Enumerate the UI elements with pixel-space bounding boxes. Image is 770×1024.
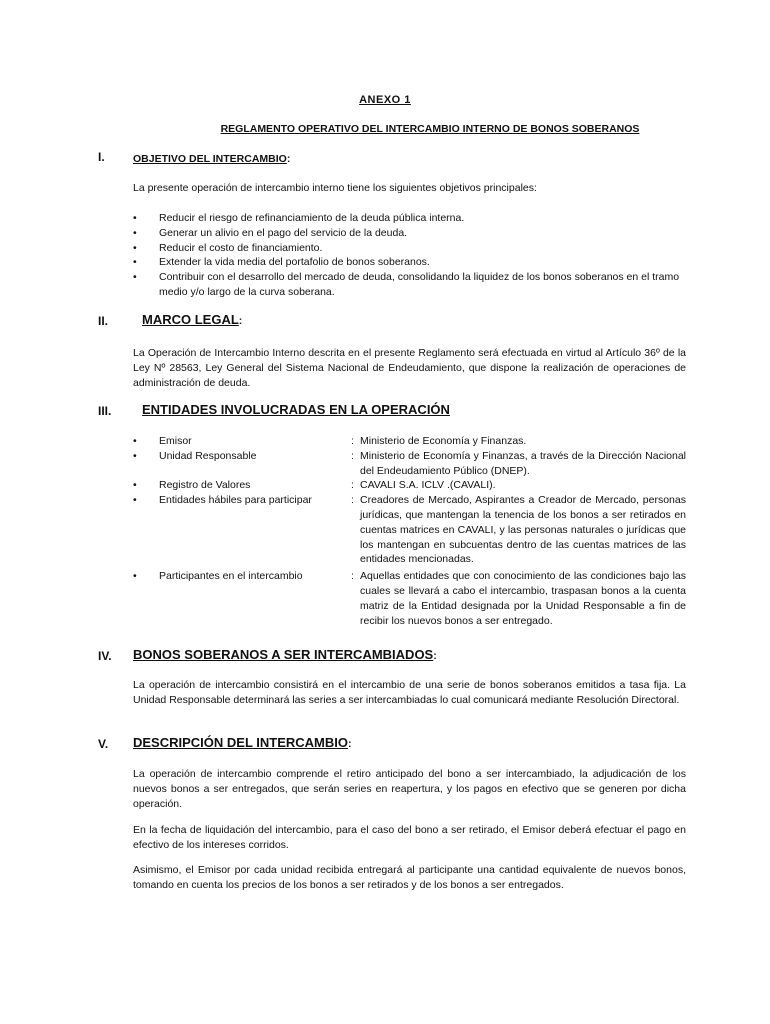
entity-row	[133, 493, 686, 567]
section-5-paragraph: En la fecha de liquidación del intercambio, para el caso del bono a ser retirado, el Emisor deberá efectuar el pago en efectivo de los intereses corridos.	[133, 824, 686, 851]
section-4-title	[133, 648, 437, 664]
objective-item: • Reducir el costo de financiamiento.	[133, 241, 686, 256]
objective-item: • Reducir el riesgo de refinanciamiento de la deuda pública interna.	[133, 211, 686, 226]
section-2-number: II.	[98, 314, 109, 328]
section-1-title-text: OBJETIVO DEL INTERCAMBIO	[133, 153, 287, 165]
objective-item: • Contribuir con el desarrollo del mercado de deuda, consolidando la liquidez de los bonos soberanos en el tramo medio y/o largo de la curva soberana.	[133, 270, 686, 300]
section-2-title-text: MARCO LEGAL	[142, 312, 239, 327]
bullet: •	[133, 494, 137, 507]
section-5-title	[133, 736, 352, 752]
colon: :	[351, 570, 354, 583]
section-3-title	[142, 403, 450, 418]
entity-label: Registro de Valores	[159, 479, 251, 492]
entity-row	[133, 434, 686, 449]
section-4-title-text: BONOS SOBERANOS A SER INTERCAMBIADOS	[133, 647, 434, 662]
section-3-title-text: ENTIDADES INVOLUCRADAS EN LA OPERACIÓN	[142, 402, 450, 417]
section-1-intro: La presente operación de intercambio interno tiene los siguientes objetivos principales:	[133, 182, 537, 194]
section-5-title-suffix: :	[348, 738, 352, 750]
entities-list	[133, 434, 686, 628]
colon: :	[351, 494, 354, 507]
entity-label: Unidad Responsable	[159, 449, 257, 462]
section-2-title	[142, 313, 242, 329]
bullet: •	[133, 449, 137, 462]
section-2-title-suffix: :	[238, 315, 243, 327]
section-4-number: IV.	[98, 649, 112, 663]
entity-value: CAVALI S.A. ICLV .(CAVALI).	[360, 479, 496, 492]
annex-heading: ANEXO 1	[359, 94, 411, 106]
section-1-objectives-list	[133, 211, 686, 300]
section-1-title-suffix: :	[286, 153, 291, 165]
section-5-title-text: DESCRIPCIÓN DEL INTERCAMBIO	[133, 735, 348, 750]
section-2-paragraph: La Operación de Intercambio Interno descrita en el presente Reglamento será efectuada en virtud al Artículo 36º de la Ley Nº 28563, Ley General del Sistema Nacional de Endeudamiento, que dispone la realización de operaciones de administración de deuda.	[133, 347, 686, 389]
section-5-paragraph: Asimismo, el Emisor por cada unidad recibida entregará al participante una cantidad equivalente de nuevos bonos, tomando en cuenta los precios de los bonos a ser retirados y de los bonos a ser entregados.	[133, 864, 686, 891]
entity-row	[133, 569, 686, 628]
objective-item: • Generar un alivio en el pago del servicio de la deuda.	[133, 226, 686, 241]
section-5-paragraph: La operación de intercambio comprende el retiro anticipado del bono a ser intercambiado, la adjudicación de los nuevos bonos a ser entregados, que serán series en reapertura, y los pagos en efectivo que se generen por dicha operación.	[133, 768, 686, 810]
entity-row	[133, 478, 686, 493]
bullet: •	[133, 570, 137, 583]
entity-value: Aquellas entidades que con conocimiento de las condiciones bajo las cuales se llevará a cabo el intercambio, traspasan bonos a la cuenta matriz de la Entidad designada por la Unidad Responsable a fin de recibir los nuevos bonos a ser entregado.	[360, 570, 686, 627]
entity-label: Emisor	[159, 435, 192, 447]
section-4-paragraph: La operación de intercambio consistirá en el intercambio de una serie de bonos soberanos emitidos a tasa fija. La Unidad Responsable determinará las series a ser intercambiadas lo cual comunicará mediante Resolución Directoral.	[133, 679, 686, 706]
section-1-title	[133, 152, 290, 167]
entity-value: Ministerio de Economía y Finanzas.	[360, 435, 527, 447]
colon: :	[351, 449, 354, 462]
objective-item: • Extender la vida media del portafolio de bonos soberanos.	[133, 255, 686, 270]
entity-label: Participantes en el intercambio	[159, 570, 303, 583]
section-5-number: V.	[98, 737, 109, 751]
section-3-number: III.	[98, 404, 112, 418]
entity-value: Creadores de Mercado, Aspirantes a Creador de Mercado, personas jurídicas, que mantengan la tenencia de los bonos a ser retirados en cuentas matrices en CAVALI, y las personas naturales o jurídicas que los mantengan en subcuentas dentro de las cuentas matrices de las entidades mencionadas.	[360, 494, 686, 566]
colon: :	[351, 479, 354, 492]
bullet: •	[133, 435, 137, 447]
bullet: •	[133, 479, 137, 492]
entity-value: Ministerio de Economía y Finanzas, a través de la Dirección Nacional del Endeudamiento Público (DNEP).	[360, 449, 686, 477]
colon: :	[351, 435, 354, 447]
section-4-title-suffix: :	[433, 650, 437, 662]
entity-label: Entidades hábiles para participar	[159, 494, 312, 507]
entity-row	[133, 449, 686, 479]
document-title: REGLAMENTO OPERATIVO DEL INTERCAMBIO INTERNO DE BONOS SOBERANOS	[220, 123, 640, 135]
section-1-number: I.	[98, 150, 105, 164]
